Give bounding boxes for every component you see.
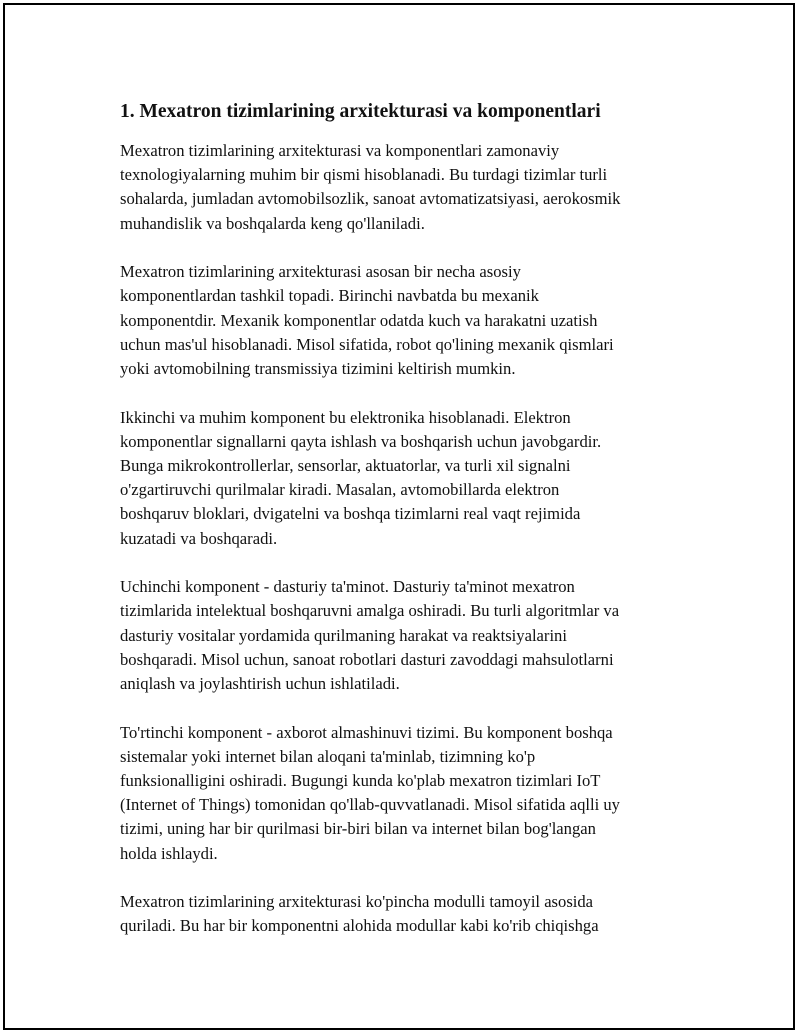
text-line: kuzatadi va boshqaradi. (120, 528, 278, 548)
text-line: yoki avtomobilning transmissiya tizimini keltirish mumkin. (120, 359, 516, 379)
text-line: quriladi. Bu har bir komponentni alohida modullar kabi ko'rib chiqishga (120, 916, 599, 936)
text-line: komponentlar signallarni qayta ishlash va boshqarish uchun javobgardir. (120, 431, 602, 451)
text-line: Ikkinchi va muhim komponent bu elektronika hisoblanadi. Elektron (120, 407, 571, 427)
paragraph-electronics (120, 406, 680, 551)
paragraph-modular (120, 890, 680, 938)
text-line: uchun mas'ul hisoblanadi. Misol sifatida, robot qo'lining mexanik qismlari (120, 334, 614, 354)
text-line: funksionalligini oshiradi. Bugungi kunda ko'plab mexatron tizimlari IoT (120, 771, 601, 791)
text-line: o'zgartiruvchi qurilmalar kiradi. Masalan, avtomobillarda elektron (120, 480, 560, 500)
text-line: Mexatron tizimlarining arxitekturasi asosan bir necha asosiy (120, 262, 521, 282)
paragraph-software (120, 575, 680, 696)
text-line: tizimi, uning har bir qurilmasi bir-biri bilan va internet bilan bog'langan (120, 819, 596, 839)
document-body (120, 99, 680, 963)
text-line: texnologiyalarning muhim bir qismi hisoblanadi. Bu turdagi tizimlar turli (120, 165, 608, 185)
text-line: Mexatron tizimlarining arxitekturasi va komponentlari zamonaviy (120, 141, 560, 160)
paragraph-intro (120, 139, 680, 236)
text-line: (Internet of Things) tomonidan qo'llab-quvvatlanadi. Misol sifatida aqlli uy (120, 795, 620, 815)
text-line: boshqaruv bloklari, dvigatelni va boshqa tizimlarni real vaqt rejimida (120, 504, 581, 524)
text-line: aniqlash va joylashtirish uchun ishlatiladi. (120, 674, 400, 694)
text-line: sistemalar yoki internet bilan aloqani ta'minlab, tizimning ko'p (120, 746, 536, 766)
text-line: komponentdir. Mexanik komponentlar odatda kuch va harakatni uzatish (120, 310, 598, 330)
text-line: Uchinchi komponent - dasturiy ta'minot. Dasturiy ta'minot mexatron (120, 577, 575, 597)
text-line: Mexatron tizimlarining arxitekturasi ko'pincha modulli tamoyil asosida (120, 892, 594, 912)
paragraph-communication (120, 721, 680, 866)
page-frame (3, 3, 795, 1030)
text-line: tizimlarida intelektual boshqaruvni amalga oshiradi. Bu turli algoritmlar va (120, 601, 620, 621)
text-line: To'rtinchi komponent - axborot almashinuvi tizimi. Bu komponent boshqa (120, 722, 613, 742)
text-line: komponentlardan tashkil topadi. Birinchi navbatda bu mexanik (120, 286, 539, 306)
text-line: holda ishlaydi. (120, 843, 218, 863)
text-line: dasturiy vositalar yordamida qurilmaning harakat va reaktsiyalarini (120, 625, 567, 645)
text-line: muhandislik va boshqalarda keng qo'llaniladi. (120, 213, 425, 233)
section-heading: 1. Mexatron tizimlarining arxitekturasi va komponentlari (120, 101, 601, 122)
text-line: Bunga mikrokontrollerlar, sensorlar, aktuatorlar, va turli xil signalni (120, 456, 571, 476)
text-line: sohalarda, jumladan avtomobilsozlik, sanoat avtomatizatsiyasi, aerokosmik (120, 189, 621, 209)
text-line: boshqaradi. Misol uchun, sanoat robotlari dasturi zavoddagi mahsulotlarni (120, 649, 614, 669)
paragraph-mechanical (120, 260, 680, 381)
